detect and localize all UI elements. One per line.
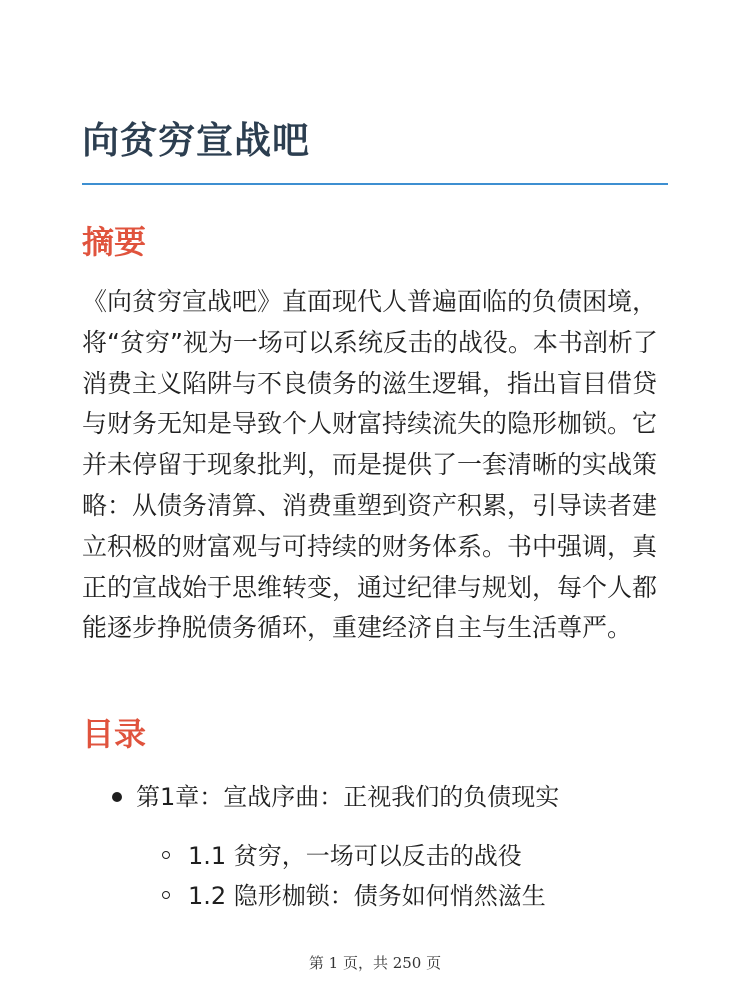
bullet-disc-icon xyxy=(112,792,122,802)
toc-list xyxy=(112,780,559,916)
toc-section-label: 1.2 隐形枷锁：债务如何悄然滋生 xyxy=(188,882,546,910)
bullet-circle-icon xyxy=(162,891,170,899)
toc-section-1-2[interactable] xyxy=(162,876,559,916)
toc-chapter-label: 第1章：宣战序曲：正视我们的负债现实 xyxy=(136,783,560,811)
toc-heading: 目录 xyxy=(82,715,147,753)
toc-section-1-1[interactable] xyxy=(162,836,559,876)
title-divider xyxy=(82,183,668,185)
toc-chapter-1[interactable] xyxy=(112,780,559,916)
document-title: 向贫穷宣战吧 xyxy=(82,119,310,162)
toc-chapter-1-sections xyxy=(162,836,559,916)
toc-section-label: 1.1 贫穷，一场可以反击的战役 xyxy=(188,842,522,870)
bullet-circle-icon xyxy=(162,851,170,859)
page-number-footer: 第 1 页，共 250 页 xyxy=(308,954,442,972)
summary-heading: 摘要 xyxy=(82,223,147,261)
summary-paragraph: 《向贫穷宣战吧》直面现代人普遍面临的负债困境，将“贫穷”视为一场可以系统反击的战役。本书剖析了消费主义陷阱与不良债务的滋生逻辑，指出盲目借贷与财务无知是导致个人财富持续流失的隐形枷锁。它并未停留于现象批判，而是提供了一套清晰的实战策略：从债务清算、消费重塑到资产积累，引导读者建立积极的财富观与可持续的财务体系。书中强调，真正的宣战始于思维转变，通过纪律与规划，每个人都能逐步挣脱债务循环，重建经济自主与生活尊严。 xyxy=(82,287,658,643)
